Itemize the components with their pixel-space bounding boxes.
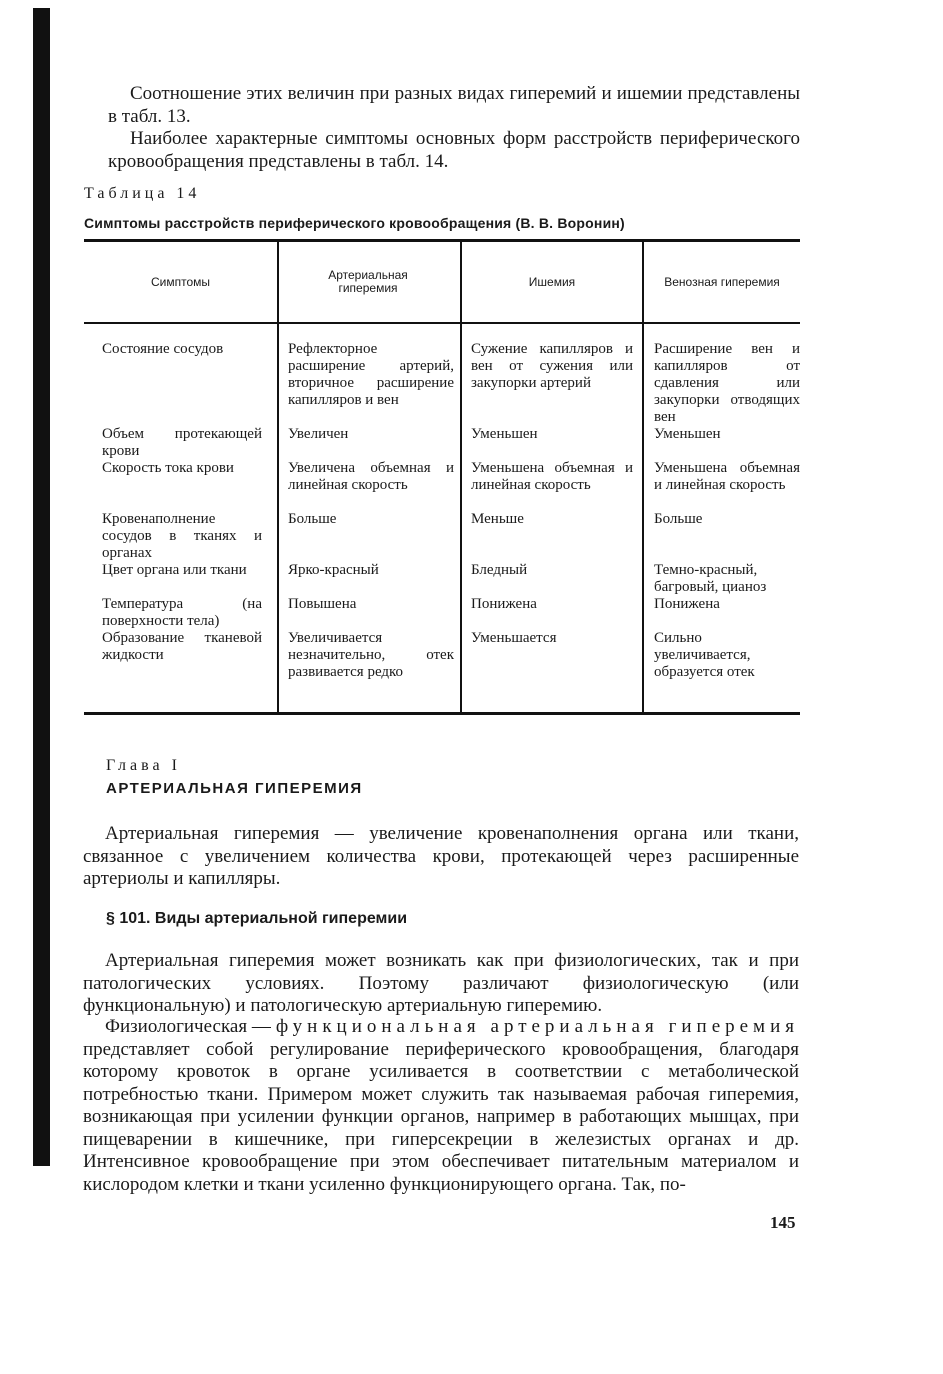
chapter-definition: Артериальная гиперемия — увеличение кровенаполнения органа или ткани, связанное с увеличением количества крови, протекающей через расширенные артериолы и капилляры. <box>83 823 799 889</box>
table-cell: Рефлекторное расширение артерий, вторичное расширение капилляров и вен <box>288 341 454 408</box>
header-symptoms: Симптомы <box>150 274 211 289</box>
table-cell: Больше <box>288 511 337 527</box>
chapter-title: АРТЕРИАЛЬНАЯ ГИПЕРЕМИЯ <box>106 780 363 797</box>
table-cell: Образование тканевой жидкости <box>102 630 262 663</box>
table-cell: Уменьшена объемная и линейная скорость <box>654 460 800 493</box>
table-cell: Больше <box>654 511 703 527</box>
section-paragraph-1: Артериальная гиперемия может возникать как при физиологических, так и при патологических условиях. Поэтому различают физиологическую (или функциональную) и патологическую артериальную гиперемию. <box>83 950 799 1016</box>
intro-block <box>84 83 800 231</box>
table-cell: Цвет органа или ткани <box>102 562 247 578</box>
table-cell: Бледный <box>471 562 528 578</box>
table-caption: Симптомы расстройств периферического кровообращения (В. В. Воронин) <box>84 215 625 231</box>
paragraph-lead: Физиологическая — <box>105 1016 276 1037</box>
intro-paragraph-1: Соотношение этих величин при разных видах гиперемий и ишемии представлены в табл. 13. <box>108 83 800 127</box>
table-cell: Уменьшена объемная и линейная скорость <box>471 460 633 493</box>
table-cell: Расширение вен и капилляров от сдавления или закупорки отводящих вен <box>654 341 800 425</box>
table-cell: Сильно увеличивается, образуется отек <box>654 630 755 680</box>
table-cell: Увеличивается незначительно, отек развивается редко <box>288 630 454 680</box>
symptoms-table <box>84 239 800 715</box>
header-ischemia: Ишемия <box>528 274 576 289</box>
table-cell: Повышена <box>288 596 357 612</box>
table-cell: Ярко-красный <box>288 562 379 578</box>
table-cell: Понижена <box>654 596 720 612</box>
table-cell: Увеличена объемная и линейная скорость <box>288 460 454 493</box>
header-arterial: Артериальная гиперемия <box>328 268 408 295</box>
spaced-term: функциональная артериальная гиперемия <box>275 1016 799 1037</box>
table-cell: Температура (на поверхности тела) <box>102 596 262 629</box>
section-paragraph-2 <box>83 1016 799 1196</box>
table-cell: Уменьшен <box>654 426 721 442</box>
section-heading: § 101. Виды артериальной гиперемии <box>106 910 408 927</box>
intro-paragraph-2: Наиболее характерные симптомы основных форм расстройств периферического кровообращения представлены в табл. 14. <box>108 128 800 172</box>
table-cell: Понижена <box>471 596 537 612</box>
table-number: Таблица 14 <box>84 185 201 202</box>
chapter-label: Глава I <box>106 757 181 774</box>
table-cell: Уменьшается <box>471 630 557 646</box>
page-number: 145 <box>770 1213 796 1232</box>
table-cell: Темно-красный, багровый, цианоз <box>654 562 767 595</box>
header-venous: Венозная гиперемия <box>664 274 780 289</box>
table-cell: Состояние сосудов <box>102 341 224 357</box>
table-cell: Меньше <box>471 511 524 527</box>
paragraph-rest: представляет собой регулирование периферического кровообращения, благодаря которому кровоток в органе усиливается в соответствии с метаболической потребностью ткани. Примером может служить так называемая рабочая гиперемия, возникающая при усилении функции органов, например в работающих мышцах, при пищеварении в кишечнике, при гиперсекреции в железистых органах и др. Интенсивное кровообращение при этом обеспечивает питательным материалом и кислородом клетки и ткани усиленно функционирующего органа. Так, по- <box>83 1038 799 1195</box>
table-cell: Объем протекающей крови <box>102 426 262 459</box>
header-divider <box>84 322 800 324</box>
table-cell: Скорость тока крови <box>102 460 234 476</box>
column-divider <box>277 242 279 712</box>
table-cell: Уменьшен <box>471 426 538 442</box>
table-cell: Кровенаполнение сосудов в тканях и органах <box>102 511 262 561</box>
table-cell: Увеличен <box>288 426 349 442</box>
binding-edge <box>33 8 50 1166</box>
table-cell: Сужение капилляров и вен от сужения или закупорки артерий <box>471 341 633 391</box>
